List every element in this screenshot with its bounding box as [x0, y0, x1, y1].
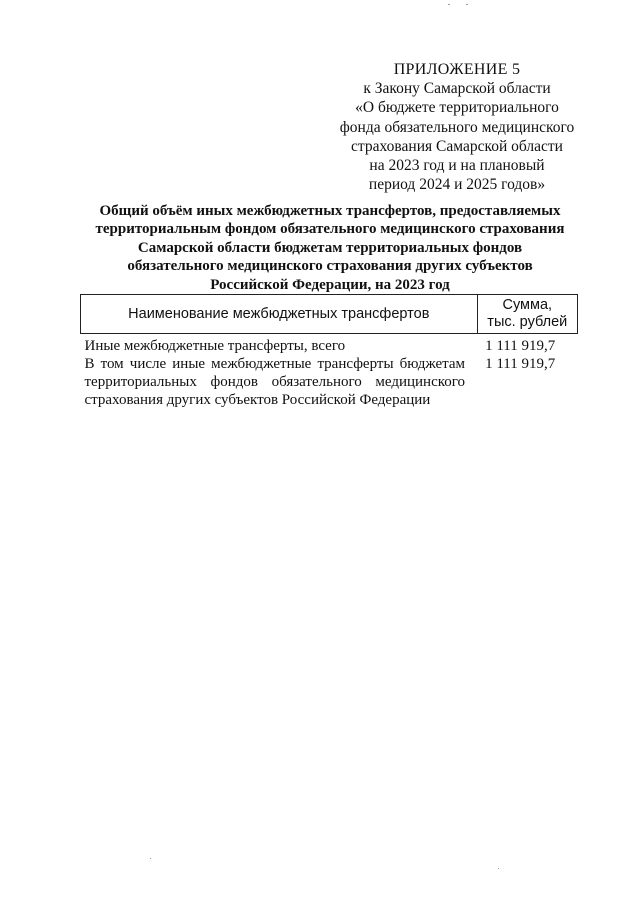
scan-speck [150, 858, 151, 859]
document-title [74, 202, 586, 294]
transfers-table [80, 294, 578, 409]
table-row [81, 355, 578, 409]
appendix-line: к Закону Самарской области [363, 80, 551, 98]
title-line: территориальным фондом обязательного медицинского страхования [95, 221, 565, 238]
title-line: Общий объём иных межбюджетных трансфертов, предоставляемых [99, 203, 561, 219]
row-sum: 1 111 919,7 [485, 356, 556, 372]
appendix-line: на 2023 год и на плановый [369, 157, 545, 175]
table-header-row [81, 295, 578, 334]
table-row [81, 334, 578, 356]
title-line: Российской Федерации, на 2023 год [210, 276, 450, 293]
column-header-sum-line: Сумма, [502, 297, 553, 313]
title-line: обязательного медицинского страхования других субъектов [127, 258, 533, 275]
appendix-line: период 2024 и 2025 годов» [368, 176, 546, 194]
appendix-title: ПРИЛОЖЕНИЕ 5 [393, 61, 521, 78]
appendix-line: фонда обязательного медицинского [339, 118, 575, 136]
appendix-line: «О бюджете территориального [355, 99, 559, 117]
scan-speck [448, 4, 450, 5]
appendix-header [322, 60, 592, 194]
column-header-sum-line: тыс. рублей [487, 314, 568, 330]
column-header-name: Наименование межбюджетных трансфертов [81, 295, 478, 334]
scan-speck [466, 4, 468, 5]
row-sum: 1 111 919,7 [485, 338, 556, 354]
row-name: В том числе иные межбюджетные трансферты бюджетам территориальных фондов обязательного медицинского страхования других субъектов Российской Федерации [84, 356, 466, 408]
column-header-sum [477, 295, 577, 334]
scan-speck [498, 868, 499, 869]
title-line: Самарской области бюджетам территориальных фондов [137, 239, 523, 256]
appendix-line: страхования Самарской области [351, 137, 563, 155]
row-name: Иные межбюджетные трансферты, всего [84, 338, 346, 354]
